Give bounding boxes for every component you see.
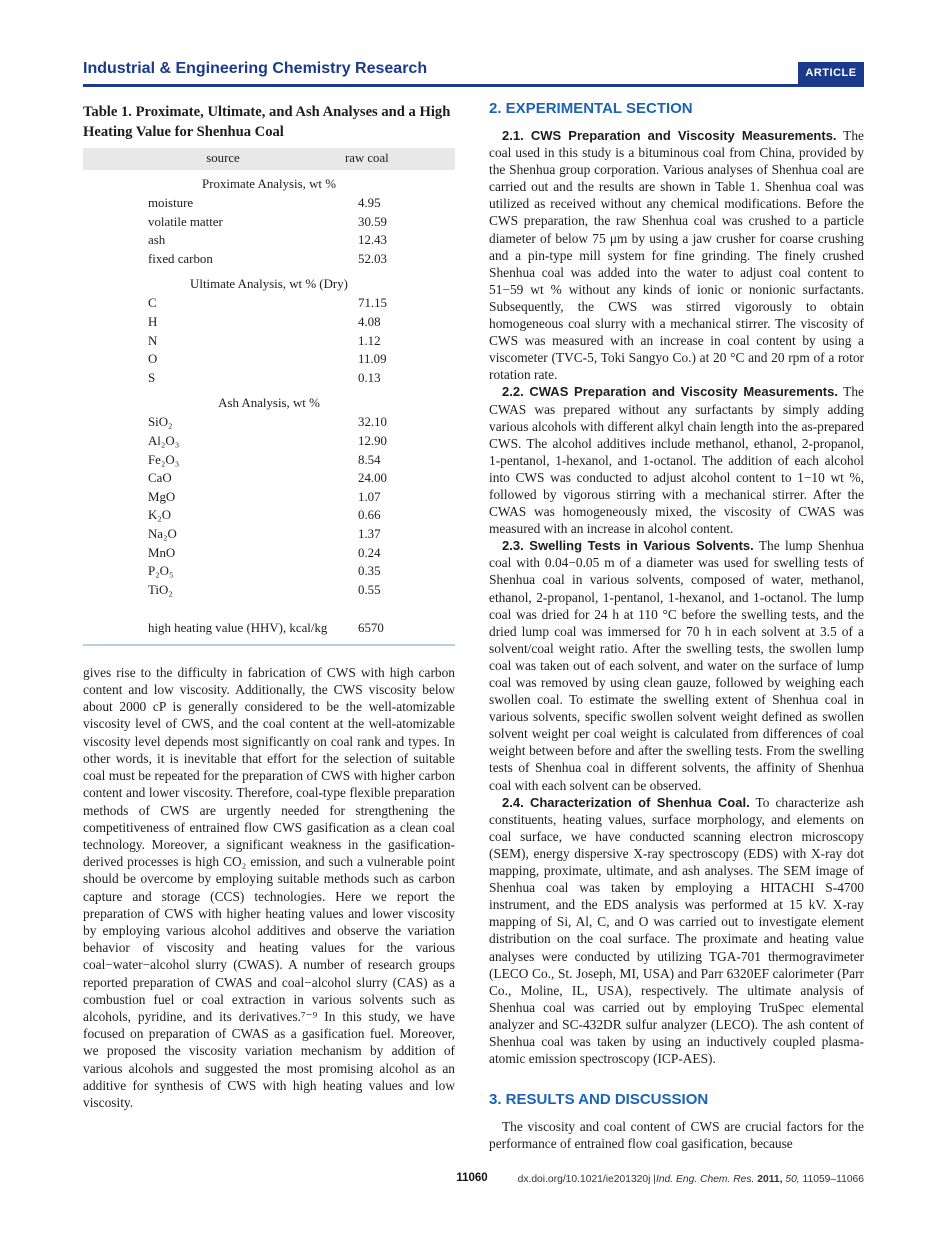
table-row [83, 371, 455, 390]
paragraph-2-1 [489, 127, 864, 383]
row-value: 32.10 [358, 415, 388, 430]
run-in-heading: 2.4. Characterization of Shenhua Coal. [502, 794, 750, 810]
paragraph-2-3 [489, 537, 864, 793]
row-value: 6570 [358, 621, 384, 636]
row-label: S [148, 370, 156, 385]
row-value: 11.09 [358, 352, 387, 367]
table-row [83, 546, 455, 565]
row-value: 1.07 [358, 489, 381, 504]
table-row [83, 564, 455, 583]
row-label: O [148, 352, 158, 367]
row-label: MnO [148, 545, 176, 560]
table-row [83, 434, 455, 453]
table-row-hhv [83, 621, 455, 640]
row-value: 71.15 [358, 296, 388, 311]
row-label: Fe₂O₃ [148, 452, 180, 467]
row-value: 0.35 [358, 564, 381, 579]
row-label: H [148, 314, 158, 329]
run-in-heading: 2.1. CWS Preparation and Viscosity Measurements. [502, 128, 837, 143]
row-value: 1.12 [358, 333, 381, 348]
row-label: SiO₂ [148, 415, 173, 430]
row-value: 52.03 [358, 251, 388, 266]
row-label: CaO [148, 471, 172, 486]
row-value: 12.90 [358, 433, 388, 448]
table-row [83, 196, 455, 215]
table-row [83, 508, 455, 527]
table-header-row [83, 148, 455, 170]
row-value: 0.24 [358, 545, 381, 560]
paragraph-text: To characterize ash constituents, heating values, surface morphology, and elements on coal surface, we have conducted scanning electron microscopy (SEM), energy dispersive X-ray spectroscopy (EDS) with X-ray dot mapping, proximate, ultimate, and ash analyses. The SEM image of Shenhua coal was taken by employing a HITACHI S-4700 instrument, and the EDS analysis was performed at 15 kV. X-ray mapping of Si, Al, C, and O was carried out to investigate element distribution on the coal surface. The proximate and heating value analyses were conducted by utilizing TGA-701 thermogravimeter (LECO Co., St. Joseph, MI, USA) and Parr 6320EF calorimeter (Parr Co., Moline, IL, USA), respectively. The ultimate analysis of Shenhua coal was carried out by employing TruSpec elemental analyzer and SC-432DR sulfur analyzer (LECO). The ash content of Shenhua coal was taken by using an inductively coupled plasma-atomic emission spectroscopy (ICP-AES). [489, 794, 864, 1067]
table-bottom-rule [83, 644, 455, 646]
article-type-badge: ARTICLE [798, 62, 864, 84]
row-label: Al₂O₃ [148, 433, 180, 448]
row-label: C [148, 296, 157, 311]
row-label: MgO [148, 489, 176, 504]
paragraph-text: The lump Shenhua coal with 0.04−0.05 m of a diameter was used for swelling tests of Shenhua coal in various solvents, composed of water, methanol, ethanol, 2-propanol, 1-pentanol, 1-hexanol, and 1-octanol. The lump coal was dried for 24 h at 110 °C before the swelling tests, and the dried lump coal was immersed for 70 h in each solvent at 3.5 of a solvent/coal weight ratio. After the swelling tests, the swollen lump coal was taken out of each solvent, and water on the surface of lump coal was removed by using clean gauze, followed by weighing each swollen coal. To estimate the swelling extent of Shenhua coal in various solvents, specific swollen solvent weight defined as swollen solvent weight per coal weight is calculated from differences of coal weight between before and after the swelling tests. From the swelling tests of Shenhua coal in different solvents, the affinity of Shenhua coal with each solvent can be observed. [489, 538, 864, 793]
row-label: moisture [148, 196, 194, 210]
citation-year: 2011, [754, 1174, 783, 1185]
table-row [83, 215, 455, 234]
table-spacer [83, 601, 455, 621]
run-in-heading: 2.2. CWAS Preparation and Viscosity Measurements. [502, 384, 838, 400]
row-value: 0.55 [358, 582, 381, 597]
table-row [83, 252, 455, 271]
table-row [83, 233, 455, 252]
table-row [83, 490, 455, 509]
row-label: high heating value (HHV), kcal/kg [148, 621, 328, 636]
row-label: volatile matter [148, 214, 223, 229]
table-row [83, 527, 455, 546]
journal-title: Industrial & Engineering Chemistry Research [83, 60, 428, 77]
section-heading-experimental: 2. EXPERIMENTAL SECTION [489, 100, 693, 117]
right-column [489, 100, 864, 1152]
row-label: TiO₂ [148, 582, 173, 597]
row-value: 4.08 [358, 314, 381, 329]
row-value: 8.54 [358, 452, 381, 467]
row-label: K₂O [148, 508, 172, 523]
table-caption: Table 1. Proximate, Ultimate, and Ash Analyses and a High Heating Value for Shenhua Coal [83, 104, 451, 140]
table-row [83, 315, 455, 334]
doi-citation [518, 1174, 864, 1185]
table-row [83, 334, 455, 353]
table-row [83, 583, 455, 602]
row-value: 24.00 [358, 471, 388, 486]
citation-volume: 50, [782, 1174, 800, 1185]
run-in-heading: 2.3. Swelling Tests in Various Solvents. [502, 538, 754, 554]
row-value: 0.13 [358, 370, 381, 385]
table-row [83, 415, 455, 434]
row-label: N [148, 333, 158, 348]
paragraph-2-4 [489, 794, 864, 1068]
table-row [83, 296, 455, 315]
table-section-header: Ultimate Analysis, wt % (Dry) [190, 277, 348, 292]
table-row [83, 352, 455, 371]
table-section-header: Ash Analysis, wt % [218, 396, 320, 411]
row-label: ash [148, 233, 166, 248]
row-value: 12.43 [358, 233, 388, 248]
doi-text: dx.doi.org/10.1021/ie201320j | [517, 1174, 656, 1185]
journal-abbrev: Ind. Eng. Chem. Res. [655, 1174, 755, 1185]
paragraph-text: The CWAS was prepared without any surfactants by simply adding various alcohols with different alkyl chain length into the as-prepared CWS. The alcohol additives include methanol, ethanol, 2-propanol, 1-pentanol, 1-hexanol, and 1-octanol. The addition of each alcohol into CWS was conducted to adjust alcohol content to 1−10 wt %, followed by vigorous stirring with a mechanical stirrer. After the CWAS was homogeneously mixed, the viscosity of CWAS was measured with an increase in alcohol content. [489, 384, 864, 537]
left-column [83, 103, 455, 1111]
paragraph-2-2 [489, 383, 864, 537]
citation-pages: 11059–11066 [799, 1174, 864, 1185]
row-value: 0.66 [358, 508, 381, 523]
header-rule [83, 84, 864, 87]
table-col-header-source: source [206, 151, 240, 165]
row-value: 1.37 [358, 526, 381, 541]
left-column-paragraph: gives rise to the difficulty in fabrication of CWS with high carbon content and low viscosity. Additionally, the CWS viscosity below about 2000 cP is generally considered to be the well-atomizable viscosity level of CWS, and the coal content at the well-atomizable viscosity level depends most significantly on coal rank and types. In other words, it is inevitable that effort for the selection of suitable coal must be repeated for the preparation of CWS with higher carbon content and lower viscosity. Therefore, coal-type flexible preparation methods of CWS are urgently needed for strengthening the competitiveness of entrained flow CWS gasification as a clean coal technology. Moreover, a significant weakness in the gasification-derived processes is high CO₂ emission, and such a vulnerable point should be overcome by employing suitable methods such as carbon capture and storage (CCS) technologies. Here we report the preparation of CWS with higher heating values and lower viscosity by employing various alcohol additives and observe the variation behavior of viscosity and heating values for the various coal−water−alcohol slurry (CWAS). A number of research groups reported preparation of CWAS and coal−alcohol slurry (CAS) as a combustion fuel or coal extraction in various solvents such as alcohols, pyridine, and its derivatives.⁷⁻⁹ In this study, we have focused on preparation of CWAS as a gasification fuel. Moreover, we proposed the viscosity variation mechanism by addition of various alcohols and suggested the most promising alcohol as an additive for synthesis of CWS with high heating values and low viscosity. [83, 664, 455, 1110]
table-row [83, 471, 455, 490]
section-heading-results: 3. RESULTS AND DISCUSSION [489, 1091, 709, 1109]
paragraph-3-intro: The viscosity and coal content of CWS are crucial factors for the performance of entrained flow coal gasification, because [489, 1119, 864, 1152]
row-value: 30.59 [358, 214, 388, 229]
page-number: 11060 [456, 1172, 488, 1184]
row-label: P₂O₅ [148, 564, 174, 579]
row-value: 4.95 [358, 196, 381, 210]
row-label: Na₂O [148, 526, 177, 541]
row-label: fixed carbon [148, 251, 213, 266]
paragraph-text: The coal used in this study is a bituminous coal from China, provided by the Shenhua group corporation. Various analyses of Shenhua coal are carried out and the results are shown in Table 1. Shenhua coal was utilized as received without any chemical modifications. Before the CWS preparation, the raw Shenhua coal was crushed to a particle diameter of below 75 μm by using a jaw crusher for coarse crushing and a pin-type mill system for fine grinding. The finely crushed Shenhua coal was added into the water to adjust coal content to 51−59 wt % without any kinds of ionic or nonionic surfactants. Subsequently, the CWS was stirred vigorously to obtain homogeneous coal slurry with a mechanical stirrer. The viscosity of CWS was measured with an increase in coal content by using a viscometer (TVC-5, Toki Sangyo Co.) at 20 °C and 20 rpm of a rotor rotation rate. [489, 128, 864, 383]
table-row [83, 453, 455, 472]
table-col-header-rawcoal: raw coal [345, 151, 389, 165]
table-section-header: Proximate Analysis, wt % [202, 177, 336, 191]
